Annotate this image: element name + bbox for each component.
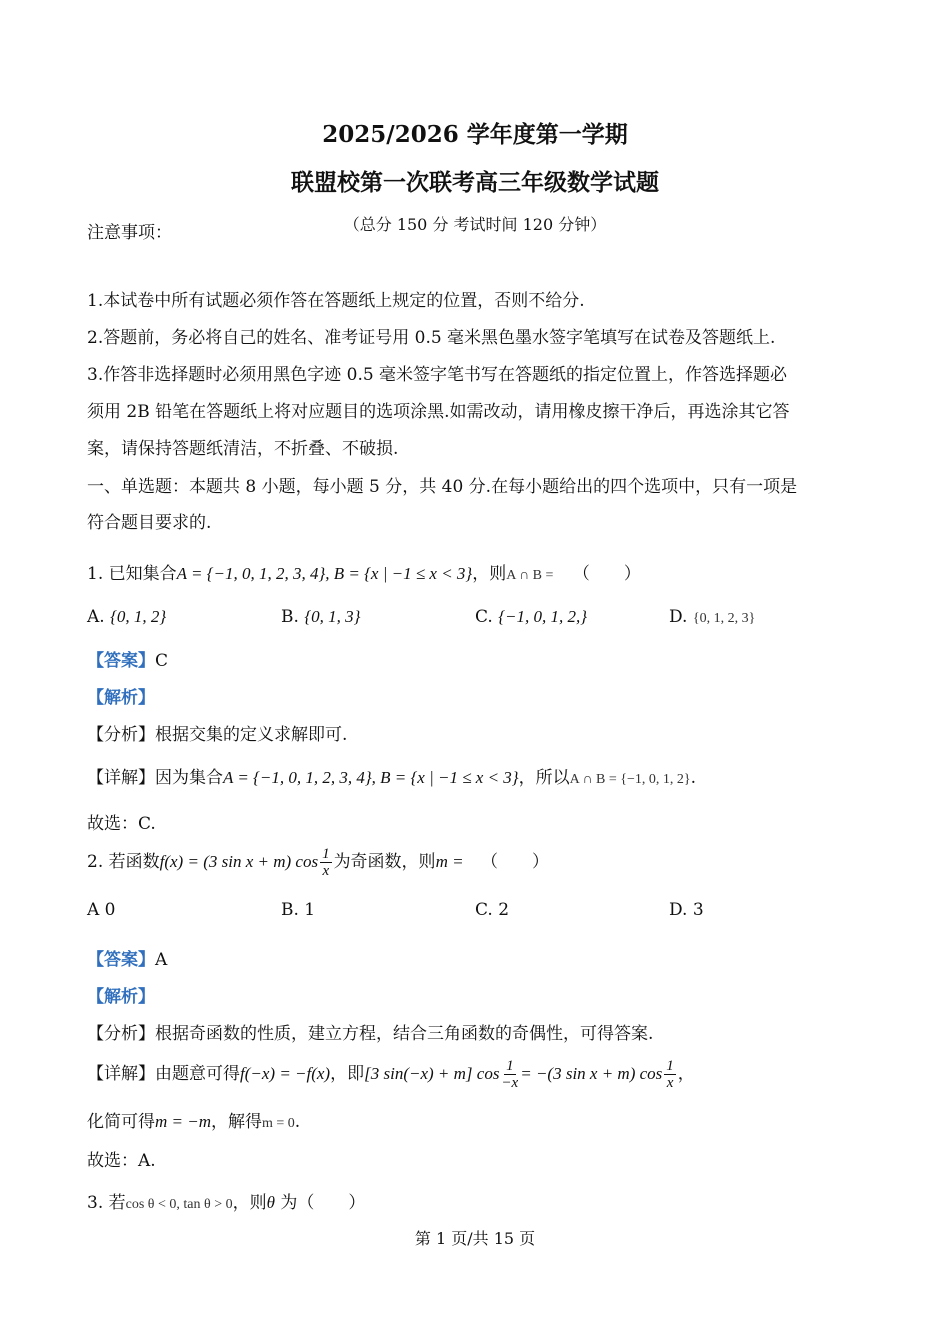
question-2-simplify: 化简可得m = −m，解得m = 0. bbox=[87, 1112, 301, 1132]
question-2-fenxi: 【分析】根据奇函数的性质，建立方程，结合三角函数的奇偶性，可得答案. bbox=[87, 1024, 654, 1044]
question-1-stem bbox=[87, 563, 641, 587]
question-1-detail: 【详解】因为集合A = {−1, 0, 1, 2, 3, 4}, B = {x | −1 ≤ x < 3}，所以A ∩ B = {−1, 0, 1, 2}. bbox=[87, 768, 697, 788]
question-1-fenxi: 【分析】根据交集的定义求解即可. bbox=[87, 725, 348, 745]
notice-item-1: 1.本试卷中所有试题必须作答在答题纸上规定的位置，否则不给分. bbox=[87, 291, 585, 311]
option-d-value: {0, 1, 2, 3} bbox=[692, 611, 756, 626]
question-2-ask: m = bbox=[435, 852, 464, 871]
question-1-option-a bbox=[87, 606, 166, 628]
option-c-label: C. bbox=[475, 607, 493, 627]
question-1-ask-expression: A ∩ B = bbox=[506, 568, 554, 583]
question-1-analysis-tag: 【解析】 bbox=[87, 688, 155, 708]
question-2-option-a: A 0 bbox=[87, 900, 116, 920]
detail-result-expression: A ∩ B = {−1, 0, 1, 2} bbox=[569, 772, 691, 787]
exam-title-line1: 2025/2026 学年度第一学期 bbox=[322, 121, 628, 148]
option-d-label: D. bbox=[669, 607, 688, 627]
question-2-option-c: C. 2 bbox=[475, 900, 510, 920]
simplify-expression: m = −m bbox=[155, 1112, 211, 1131]
notice-heading: 注意事项： bbox=[87, 223, 172, 243]
question-2-stem: 2. 若函数f(x) = (3 sin x + m) cos $\frac{1}{x}$ 为奇函数，则m = （ ） bbox=[87, 846, 549, 879]
detail-set-expression: A = {−1, 0, 1, 2, 3, 4}, B = {x | −1 ≤ x < 3} bbox=[223, 768, 519, 787]
question-3-stem: 3. 若cos θ < 0, tan θ > 0，则θ 为（ ） bbox=[87, 1193, 366, 1213]
notice-item-3-line2: 须用 2B 铅笔在答题纸上将对应题目的选项涂黑.如需改动，请用橡皮擦干净后，再选涂其它答 bbox=[87, 402, 790, 422]
option-c-value: {−1, 0, 1, 2,} bbox=[498, 607, 588, 626]
question-2-detail: 【详解】由题意可得f(−x) = −f(x)，即[3 sin(−x) + m] cos $\frac{1}{-x}$ = −(3 sin x + m) cos $\frac{1}{x}$ ， bbox=[87, 1058, 695, 1091]
answer-tag: 【答案】 bbox=[87, 651, 155, 671]
answer-value: C bbox=[155, 651, 169, 671]
question-3-condition: cos θ < 0, tan θ > 0 bbox=[125, 1197, 233, 1212]
exam-title-line2: 联盟校第一次联考高三年级数学试题 bbox=[291, 169, 659, 196]
question-2-function-expression: f(x) = (3 sin x + m) cos bbox=[159, 852, 319, 871]
question-1-set-expression: A = {−1, 0, 1, 2, 3, 4}, B = {x | −1 ≤ x < 3} bbox=[176, 564, 473, 583]
notice-item-3-line1: 3.作答非选择题时必须用黑色字迹 0.5 毫米签字笔书写在答题纸的指定位置上，作答选择题必 bbox=[87, 365, 788, 385]
option-a-label: A. bbox=[87, 607, 105, 627]
question-1-then: ，则 bbox=[472, 564, 507, 584]
simplify-result: m = 0 bbox=[262, 1116, 295, 1131]
question-3-theta: θ bbox=[266, 1193, 275, 1212]
question-1-option-d bbox=[669, 606, 755, 630]
section-heading-line2: 符合题目要求的. bbox=[87, 513, 212, 533]
question-2-analysis-tag: 【解析】 bbox=[87, 987, 155, 1007]
section-heading-line1: 一、单选题：本题共 8 小题，每小题 5 分，共 40 分.在每小题给出的四个选项中，只有一项是 bbox=[87, 477, 798, 497]
page-number-footer: 第 1 页/共 15 页 bbox=[414, 1229, 536, 1248]
question-1-prefix: 1. 已知集合 bbox=[87, 564, 177, 584]
option-b-value: {0, 1, 3} bbox=[304, 607, 361, 626]
question-2-answer: 【答案】A bbox=[87, 950, 168, 970]
question-2-choose: 故选：A. bbox=[87, 1151, 156, 1171]
question-1-answer bbox=[87, 650, 168, 672]
question-1-option-c bbox=[475, 606, 587, 628]
question-1-option-b bbox=[281, 606, 360, 628]
fraction-one-over-x: $\frac{1}{x}$ bbox=[322, 846, 330, 879]
question-2-answer-paren: （ ） bbox=[480, 852, 549, 872]
question-2-option-b: B. 1 bbox=[281, 900, 316, 920]
detail-equation-left: [3 sin(−x) + m] cos bbox=[364, 1064, 500, 1083]
option-b-label: B. bbox=[281, 607, 299, 627]
notice-item-3-line3: 案，请保持答题纸清洁，不折叠、不破损. bbox=[87, 439, 399, 459]
notice-item-2: 2.答题前，务必将自己的姓名、准考证号用 0.5 毫米黑色墨水签字笔填写在试卷及答题纸上. bbox=[87, 328, 776, 348]
detail-equation-right: = −(3 sin x + m) cos bbox=[520, 1064, 663, 1083]
fraction-one-over-x-2: $\frac{1}{x}$ bbox=[666, 1058, 674, 1091]
question-1-answer-paren: （ ） bbox=[572, 564, 641, 584]
question-1-choose: 故选：C. bbox=[87, 814, 156, 834]
exam-subtitle: （总分 150 分 考试时间 120 分钟） bbox=[343, 215, 607, 234]
question-2-option-d: D. 3 bbox=[669, 900, 704, 920]
detail-odd-expression: f(−x) = −f(x) bbox=[240, 1064, 331, 1083]
fraction-one-over-neg-x: $\frac{1}{-x}$ bbox=[501, 1058, 519, 1091]
option-a-value: {0, 1, 2} bbox=[110, 607, 167, 626]
